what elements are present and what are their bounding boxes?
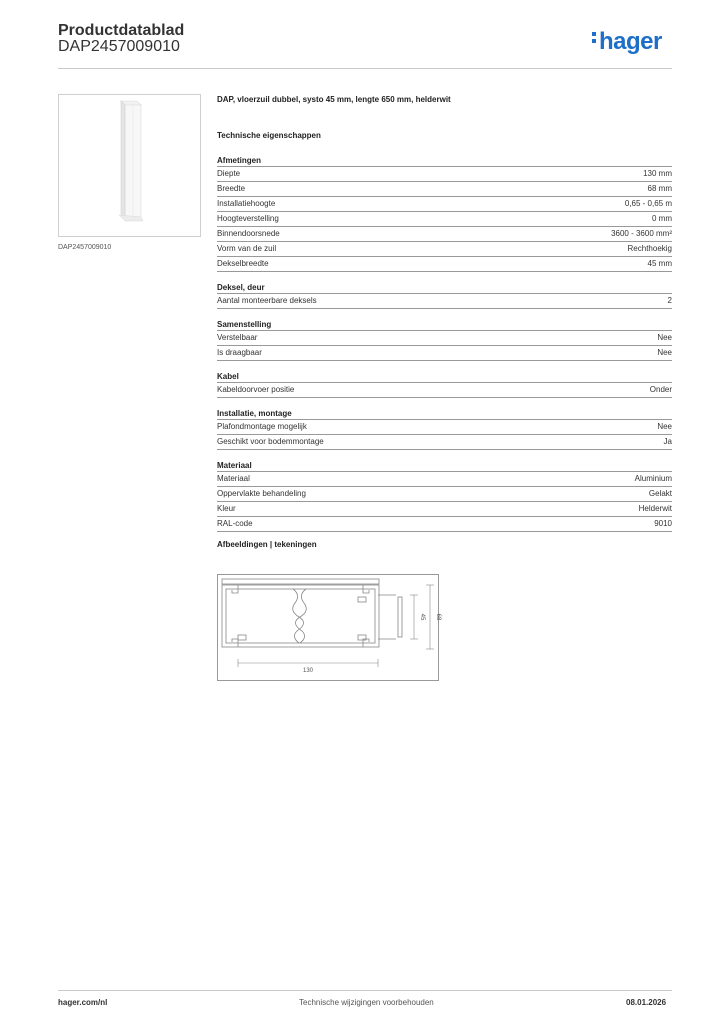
- spec-value: 68 mm: [647, 184, 672, 193]
- spec-row: [217, 517, 672, 532]
- spec-value: Ja: [663, 437, 672, 446]
- spec-label: Kleur: [217, 504, 236, 513]
- spec-row: [217, 197, 672, 212]
- section-title: Afmetingen: [217, 155, 672, 167]
- section-title: Deksel, deur: [217, 282, 672, 294]
- floor-column-illustration: [59, 95, 200, 236]
- header-divider: [58, 68, 672, 69]
- footer-note: Technische wijzigingen voorbehouden: [299, 998, 434, 1007]
- section-gap: [217, 272, 672, 282]
- product-image-caption: DAP2457009010: [58, 244, 112, 251]
- spec-label: Is draagbaar: [217, 348, 262, 357]
- footer-date: 08.01.2026: [626, 998, 667, 1007]
- hager-logo: [592, 28, 662, 56]
- spec-value: Helderwit: [638, 504, 672, 513]
- section-title: Kabel: [217, 371, 672, 383]
- spec-value: Nee: [657, 348, 672, 357]
- spec-row: [217, 383, 672, 398]
- spec-label: Materiaal: [217, 474, 250, 483]
- spec-value: Gelakt: [648, 489, 672, 498]
- spec-row: [217, 435, 672, 450]
- spec-row: [217, 227, 672, 242]
- spec-value: Nee: [657, 422, 672, 431]
- section-gap: [217, 398, 672, 408]
- spec-sections: [217, 155, 672, 532]
- spec-value: 0 mm: [652, 214, 672, 223]
- spec-label: Vorm van de zuil: [217, 244, 277, 253]
- spec-value: Onder: [649, 385, 672, 394]
- tech-properties-title: Technische eigenschappen: [217, 131, 321, 140]
- product-description: DAP, vloerzuil dubbel, systo 45 mm, lengte 650 mm, helderwit: [217, 95, 451, 104]
- spec-label: Plafondmontage mogelijk: [217, 422, 307, 431]
- spec-row: [217, 294, 672, 309]
- spec-value: Aluminium: [634, 474, 672, 483]
- spec-value: Nee: [657, 333, 672, 342]
- spec-row: [217, 331, 672, 346]
- spec-label: Hoogteverstelling: [217, 214, 279, 223]
- spec-value: 130 mm: [643, 169, 672, 178]
- spec-label: Kabeldoorvoer positie: [217, 385, 295, 394]
- section-gap: [217, 309, 672, 319]
- dim-inner-label: 45: [419, 613, 425, 621]
- spec-label: RAL-code: [217, 519, 253, 528]
- section-gap: [217, 450, 672, 460]
- spec-row: [217, 242, 672, 257]
- spec-content: [217, 95, 672, 554]
- spec-label: Geschikt voor bodemmontage: [217, 437, 324, 446]
- footer-website[interactable]: hager.com/nl: [58, 998, 108, 1007]
- spec-value: 45 mm: [647, 259, 672, 268]
- spec-value: 3600 - 3600 mm²: [611, 229, 672, 238]
- logo-text: hager: [599, 28, 662, 55]
- spec-row: [217, 346, 672, 361]
- section-gap: [217, 361, 672, 371]
- product-image: [58, 94, 201, 237]
- spec-row: [217, 502, 672, 517]
- section-title: Samenstelling: [217, 319, 672, 331]
- spec-row: [217, 420, 672, 435]
- spec-row: [217, 167, 672, 182]
- spec-label: Installatiehoogte: [217, 199, 276, 208]
- spec-label: Dekselbreedte: [217, 259, 269, 268]
- spec-row: [217, 182, 672, 197]
- spec-row: [217, 257, 672, 272]
- section-title: Materiaal: [217, 460, 672, 472]
- technical-drawing: [217, 574, 439, 681]
- logo-dots-icon: [592, 32, 597, 46]
- drawings-title: Afbeeldingen | tekeningen: [217, 540, 317, 549]
- profile-cross-section: [218, 575, 441, 680]
- spec-row: [217, 212, 672, 227]
- spec-label: Binnendoorsnede: [217, 229, 280, 238]
- spec-value: Rechthoekig: [627, 244, 672, 253]
- spec-label: Oppervlakte behandeling: [217, 489, 306, 498]
- spec-label: Aantal monteerbare deksels: [217, 296, 317, 305]
- spec-value: 0,65 - 0,65 m: [624, 199, 672, 208]
- spec-label: Verstelbaar: [217, 333, 258, 342]
- section-title: Installatie, montage: [217, 408, 672, 420]
- spec-label: Breedte: [217, 184, 246, 193]
- dim-width-label: 130: [302, 668, 314, 674]
- spec-row: [217, 487, 672, 502]
- product-code: DAP2457009010: [58, 38, 180, 55]
- footer-divider: [58, 990, 672, 991]
- spec-row: [217, 472, 672, 487]
- header-title: Productdatablad: [58, 22, 185, 39]
- spec-value: 2: [667, 296, 672, 305]
- spec-label: Diepte: [217, 169, 241, 178]
- spec-value: 9010: [654, 519, 672, 528]
- dim-outer-label: 68: [435, 613, 441, 621]
